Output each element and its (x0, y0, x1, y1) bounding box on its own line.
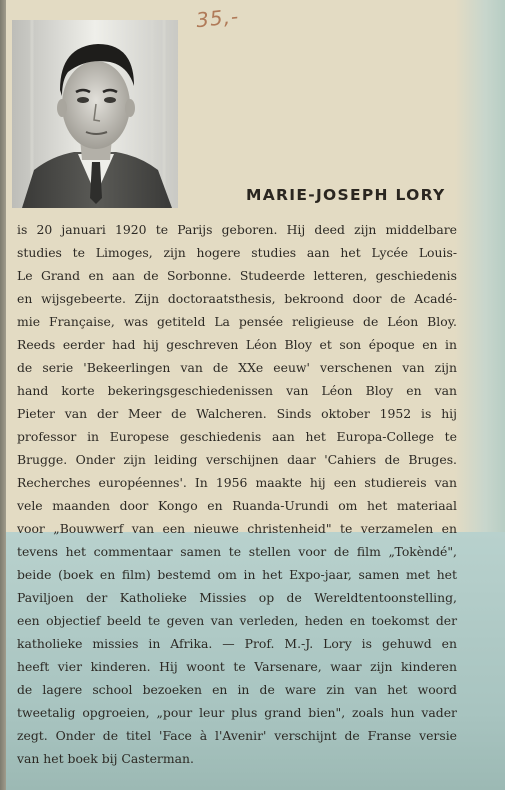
bio-line: professor in Europese geschiedenis aan het Europa-College te (17, 429, 457, 444)
bio-line: hand korte bekeringsgeschiedenissen van Léon Bloy en van (17, 383, 457, 398)
handwritten-price: 35,- (194, 3, 241, 33)
bio-line: Le Grand en aan de Sorbonne. Studeerde letteren, geschiedenis (17, 268, 457, 283)
bio-line: de serie 'Bekeerlingen van de XXe eeuw' verschenen van zijn (17, 360, 457, 375)
bio-line: tweetalig opgroeien, „pour leur plus grand bien", zoals hun vader (17, 705, 457, 720)
bio-line: mie Française, was getiteld La pensée religieuse de Léon Bloy. (17, 314, 457, 329)
bio-line: Paviljoen der Katholieke Missies op de Wereldtentoonstelling, (17, 590, 457, 605)
bio-line: de lagere school bezoeken en in de ware zin van het woord (17, 682, 457, 697)
bio-line: is 20 januari 1920 te Parijs geboren. Hij deed zijn middelbare (17, 222, 457, 237)
author-portrait-image (12, 20, 178, 208)
bio-line: zegt. Onder de titel 'Face à l'Avenir' verschijnt de Franse versie (17, 728, 457, 743)
author-name: MARIE-JOSEPH LORY (246, 186, 446, 204)
bio-line: Reeds eerder had hij geschreven Léon Bloy et son époque en in (17, 337, 457, 352)
bio-line: Recherches européennes'. In 1956 maakte hij een studiereis van (17, 475, 457, 490)
bio-line: tevens het commentaar samen te stellen voor de film „Tokèndé", (17, 544, 457, 559)
bio-line: studies te Limoges, zijn hogere studies aan het Lycée Louis- (17, 245, 457, 260)
cover-upper-right-tint (455, 0, 505, 532)
bio-line: van het boek bij Casterman. (17, 751, 194, 766)
bio-line: voor „Bouwwerf van een nieuwe christenheid" te verzamelen en (17, 521, 457, 536)
bio-line: Brugge. Onder zijn leiding verschijnen daar 'Cahiers de Bruges. (17, 452, 457, 467)
bio-line: vele maanden door Kongo en Ruanda-Urundi om het materiaal (17, 498, 457, 513)
bio-line: en wijsgebeerte. Zijn doctoraatsthesis, bekroond door de Acadé- (17, 291, 457, 306)
bio-line: een objectief beeld te geven van verleden, heden en toekomst der (17, 613, 457, 628)
author-portrait (12, 20, 178, 208)
bio-line: katholieke missies in Afrika. — Prof. M.-J. Lory is gehuwd en (17, 636, 457, 651)
bio-line: Pieter van der Meer de Walcheren. Sinds oktober 1952 is hij (17, 406, 457, 421)
bio-line: heeft vier kinderen. Hij woont te Varsenare, waar zijn kinderen (17, 659, 457, 674)
bio-line: beide (boek en film) bestemd om in het Expo-jaar, samen met het (17, 567, 457, 582)
